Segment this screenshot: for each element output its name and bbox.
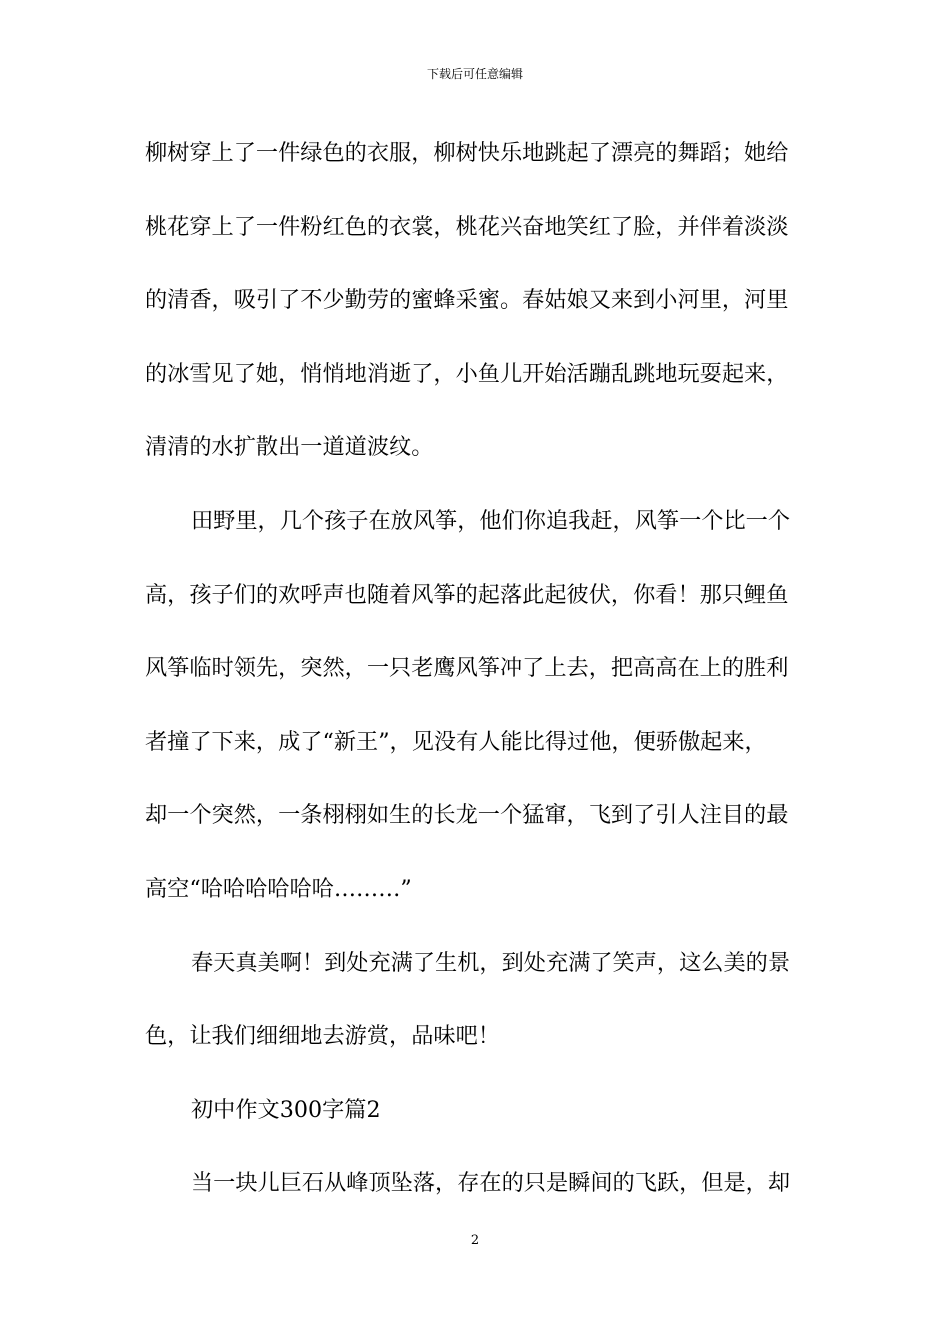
paragraph-start-line: 田野里，几个孩子在放风筝，他们你追我赶，风筝一个比一个 <box>191 507 791 534</box>
text-line: 者撞了下来，成了“新王”，见没有人能比得过他，便骄傲起来， <box>145 728 767 755</box>
page-number: 2 <box>470 1233 480 1248</box>
page-header: 下载后可任意编辑 <box>426 67 523 81</box>
text-line: 清清的水扩散出一道道波纹。 <box>145 434 434 461</box>
text-line: 高，孩子们的欢呼声也随着风筝的起落此起彼伏，你看！那只鲤鱼 <box>145 581 789 608</box>
paragraph-start-line: 当一块儿巨石从峰顶坠落，存在的只是瞬间的飞跃，但是，却 <box>191 1170 791 1197</box>
text-line: 的清香，吸引了不少勤劳的蜜蜂采蜜。春姑娘又来到小河里，河里 <box>145 287 789 314</box>
paragraph-start-line: 春天真美啊！到处充满了生机，到处充满了笑声，这么美的景 <box>191 949 791 976</box>
text-line: 柳树穿上了一件绿色的衣服，柳树快乐地跳起了漂亮的舞蹈；她给 <box>145 140 789 166</box>
text-line: 高空“哈哈哈哈哈哈………” <box>145 875 412 902</box>
document-body <box>145 130 813 1234</box>
section-heading: 初中作文300字篇2 <box>191 1096 381 1123</box>
text-line: 桃花穿上了一件粉红色的衣裳，桃花兴奋地笑红了脸，并伴着淡淡 <box>145 213 789 240</box>
text-line: 的冰雪见了她，悄悄地消逝了，小鱼儿开始活蹦乱跳地玩耍起来， <box>145 360 789 387</box>
text-line: 风筝临时领先，突然，一只老鹰风筝冲了上去，把高高在上的胜利 <box>145 655 789 682</box>
text-line: 却一个突然，一条栩栩如生的长龙一个猛窜，飞到了引人注目的最 <box>145 802 789 829</box>
text-line: 色，让我们细细地去游赏，品味吧！ <box>145 1023 500 1050</box>
